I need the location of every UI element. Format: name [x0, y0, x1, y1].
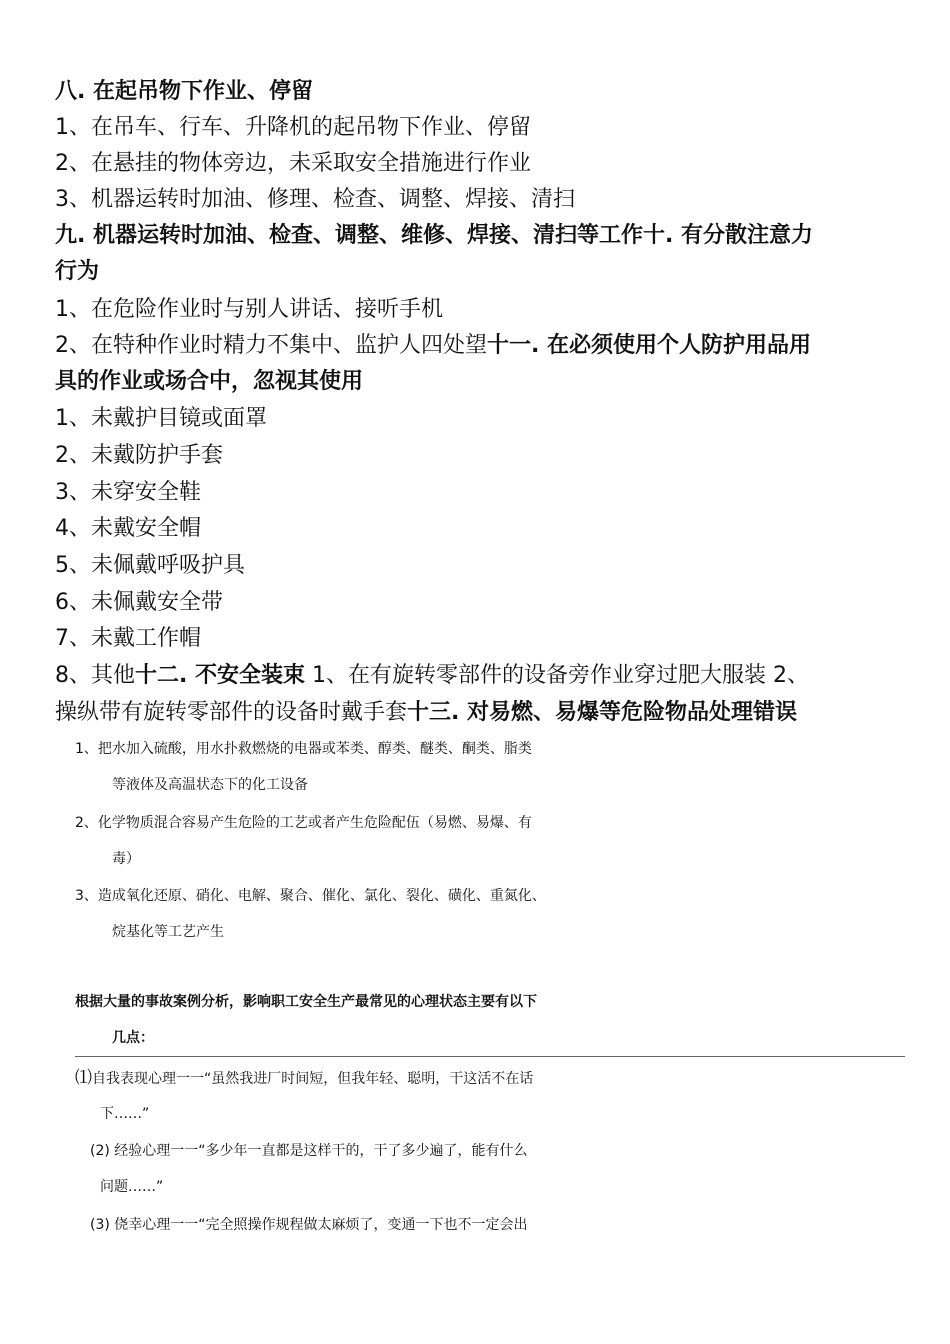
list-item	[55, 621, 915, 657]
item-text: 烷基化等工艺产生	[112, 924, 224, 940]
heading-13-text: 十三. 对易燃、易爆等危险物品处理错误	[407, 700, 798, 725]
heading-text: 行为	[55, 259, 100, 284]
list-item-cont	[100, 1169, 950, 1205]
list-item	[90, 1207, 950, 1243]
heading-text: 九. 机器运转时加油、检查、调整、维修、焊接、清扫等工作十. 有分散注意力	[55, 223, 814, 248]
list-item	[55, 328, 915, 364]
list-item	[90, 1133, 950, 1169]
item-text: 3、机器运转时加油、修理、检查、调整、焊接、清扫	[55, 187, 575, 212]
list-item	[55, 292, 915, 328]
item-text: 1、未戴护目镜或面罩	[55, 406, 267, 431]
list-item	[55, 548, 915, 584]
heading-11-text: 十一. 在必须使用个人防护用品用	[487, 333, 812, 358]
divider	[75, 1056, 905, 1057]
item-text: 下……”	[100, 1106, 150, 1122]
item-text: 8、其他	[55, 663, 135, 688]
list-item	[55, 438, 915, 474]
list-item	[55, 110, 915, 146]
heading-text: 几点：	[112, 1030, 154, 1046]
item-text: 3、造成氧化还原、硝化、电解、聚合、催化、氯化、裂化、磺化、重氮化、	[75, 888, 546, 904]
list-item-cont	[112, 914, 950, 950]
list-item	[55, 475, 915, 511]
list-item	[55, 658, 915, 694]
section-heading-cont	[112, 1020, 950, 1056]
item-text: 等液体及高温状态下的化工设备	[112, 777, 308, 793]
list-item	[75, 805, 935, 841]
item-text: 3、未穿安全鞋	[55, 480, 201, 505]
list-item	[55, 511, 915, 547]
heading-8	[55, 74, 915, 110]
heading-text: 八. 在起吊物下作业、停留	[55, 79, 314, 104]
item-text: 1、把水加入硫酸，用水扑救燃烧的电器或苯类、醇类、醚类、酮类、脂类	[75, 741, 532, 757]
list-item	[55, 182, 915, 218]
list-item-cont	[112, 767, 950, 803]
item-text: 2、化学物质混合容易产生危险的工艺或者产生危险配伍（易燃、易爆、有	[75, 815, 532, 831]
item-text: (3) 侥幸心理一一“完全照操作规程做太麻烦了，变通一下也不一定会出	[90, 1217, 528, 1233]
heading-10-cont	[55, 254, 915, 290]
item-number: ⑴	[75, 1068, 92, 1088]
list-item	[75, 1060, 935, 1097]
heading-text: 具的作业或场合中，忽视其使用	[55, 369, 364, 394]
item-text: 操纵带有旋转零部件的设备时戴手套	[55, 700, 408, 725]
heading-12-text: 十二. 不安全装束	[135, 663, 306, 688]
item-text: 1、在有旋转零部件的设备旁作业穿过肥大服装 2、	[305, 663, 810, 688]
item-text: 2、未戴防护手套	[55, 443, 223, 468]
item-text: 5、未佩戴呼吸护具	[55, 553, 245, 578]
list-item	[55, 695, 915, 731]
list-item	[55, 146, 915, 182]
list-item	[55, 401, 915, 437]
list-item	[55, 585, 915, 621]
list-item	[75, 878, 935, 914]
heading-text: 根据大量的事故案例分析，影响职工安全生产最常见的心理状态主要有以下	[75, 994, 537, 1010]
item-text: 1、在危险作业时与别人讲话、接听手机	[55, 297, 443, 322]
item-text: 4、未戴安全帽	[55, 516, 201, 541]
section-heading	[75, 984, 935, 1020]
item-text: 毒）	[112, 851, 140, 867]
list-item	[75, 731, 935, 767]
list-item-cont	[100, 1096, 950, 1132]
item-text: 自我表现心理一一“虽然我进厂时间短，但我年轻、聪明，干这活不在话	[92, 1071, 534, 1087]
item-text: 问题……”	[100, 1179, 164, 1195]
item-text: (2) 经验心理一一“多少年一直都是这样干的，干了多少遍了，能有什么	[90, 1143, 528, 1159]
item-text: 7、未戴工作帽	[55, 626, 201, 651]
heading-11-cont	[55, 364, 915, 400]
item-text: 2、在悬挂的物体旁边，未采取安全措施进行作业	[55, 151, 531, 176]
item-text: 1、在吊车、行车、升降机的起吊物下作业、停留	[55, 115, 531, 140]
item-text: 6、未佩戴安全带	[55, 590, 223, 615]
list-item-cont	[112, 841, 950, 877]
heading-9-10	[55, 218, 915, 254]
item-text: 2、在特种作业时精力不集中、监护人四处望	[55, 333, 487, 358]
